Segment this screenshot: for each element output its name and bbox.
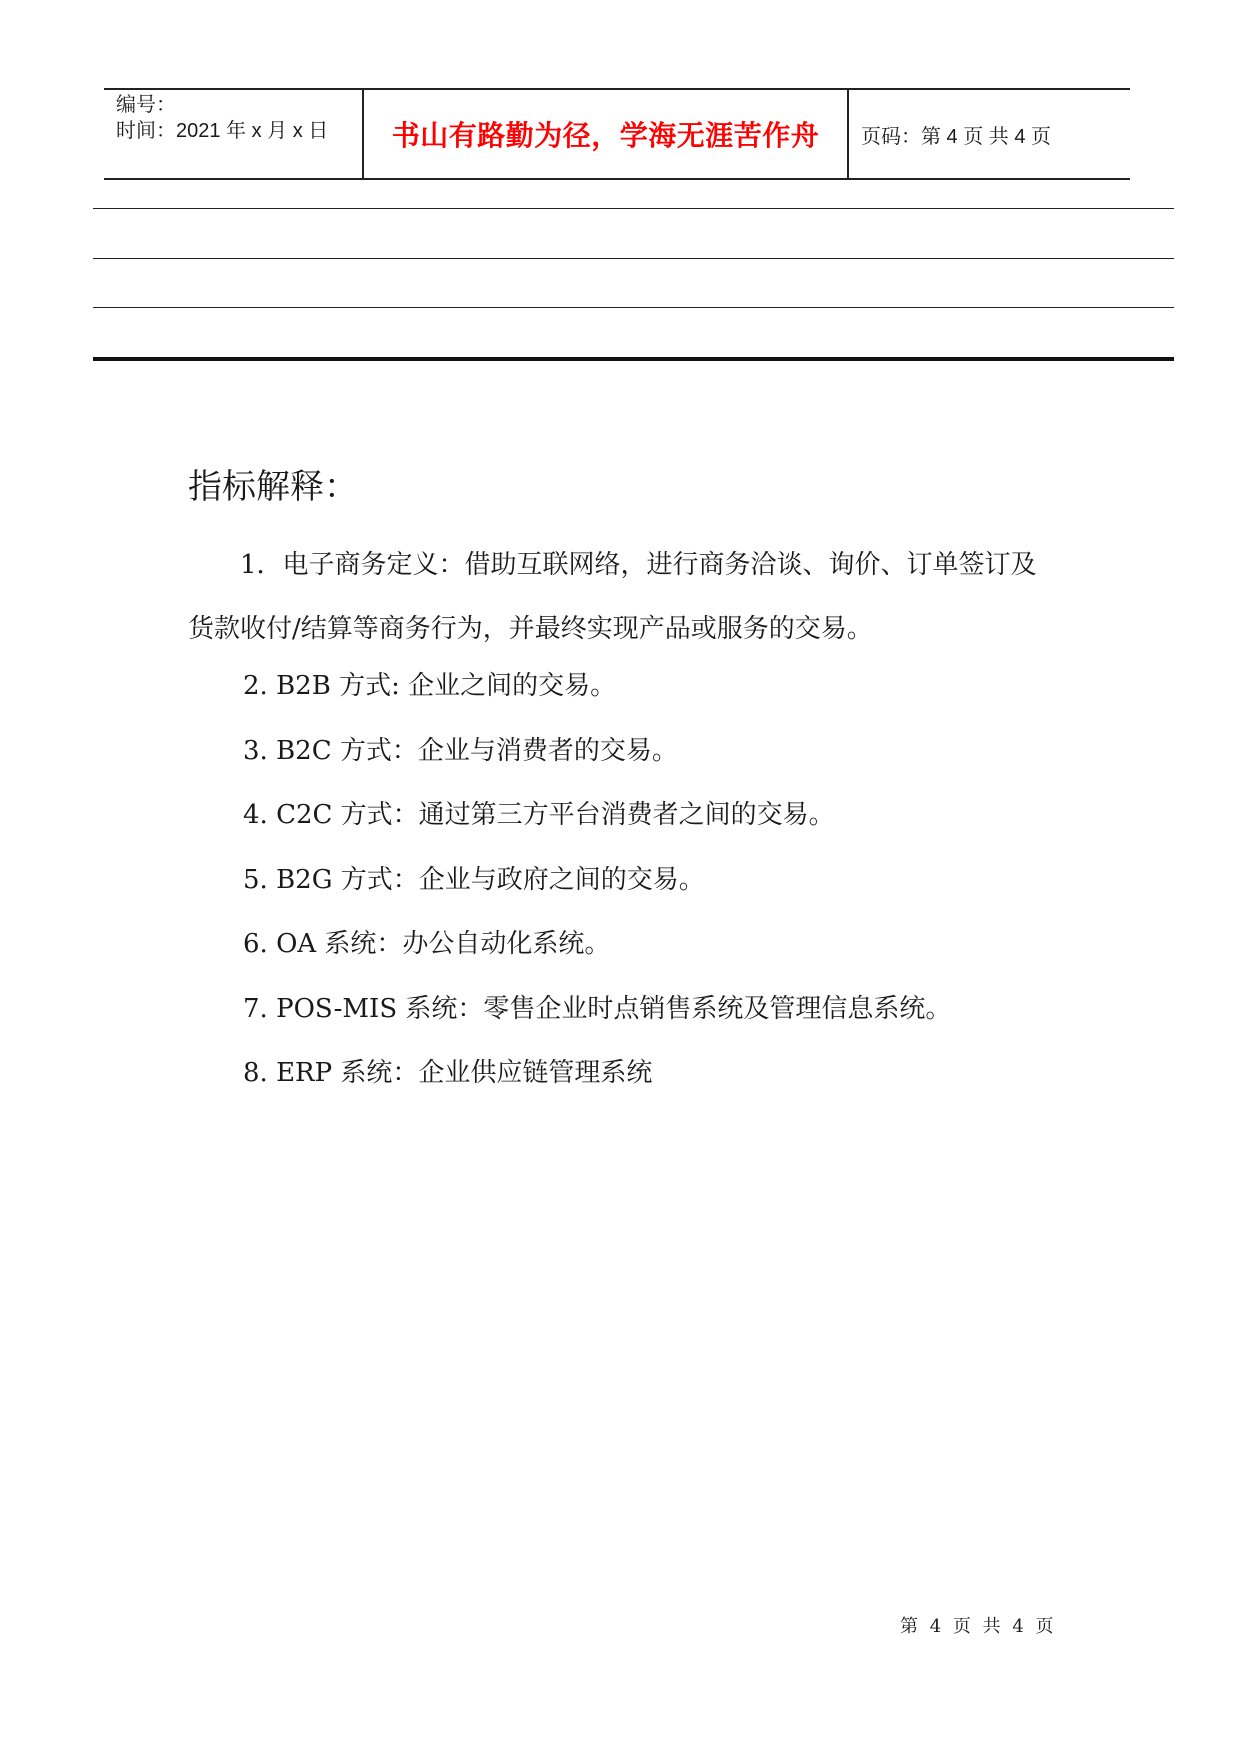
document-header <box>104 88 1130 180</box>
motto-text: 书山有路勤为径，学海无涯苦作舟 <box>364 90 849 178</box>
definition-paragraph: 1．电子商务定义：借助互联网络，进行商务洽谈、询价、订单签订及货款收付/结算等商务行为，并最终实现产品或服务的交易。 <box>188 550 1037 644</box>
definition-list <box>243 657 951 1109</box>
number-label: 编号： <box>116 94 176 116</box>
header-meta-cell <box>104 90 364 178</box>
list-item: 4. C2C 方式：通过第三方平台消费者之间的交易。 <box>243 800 835 830</box>
list-item: 3. B2C 方式：企业与消费者的交易。 <box>243 735 678 766</box>
header-divider-thick <box>93 357 1174 361</box>
header-page-label: 页码：第 4 页 共 4 页 <box>861 125 1052 148</box>
time-label: 时间：2021 年 x 月 x 日 <box>116 120 329 142</box>
section-title: 指标解释： <box>188 467 358 507</box>
blank-line <box>93 208 1174 209</box>
list-item: 5. B2G 方式：企业与政府之间的交易。 <box>243 864 705 895</box>
page-footer: 第 4 页 共 4 页 <box>900 1616 1057 1637</box>
list-item: 2. B2B 方式: 企业之间的交易。 <box>243 671 617 701</box>
list-item: 7. POS-MIS 系统：零售企业时点销售系统及管理信息系统。 <box>243 993 952 1024</box>
list-item: 8. ERP 系统：企业供应链管理系统 <box>243 1058 653 1088</box>
list-item: 6. OA 系统：办公自动化系统。 <box>243 929 611 959</box>
blank-line <box>93 307 1174 308</box>
blank-line <box>93 258 1174 259</box>
